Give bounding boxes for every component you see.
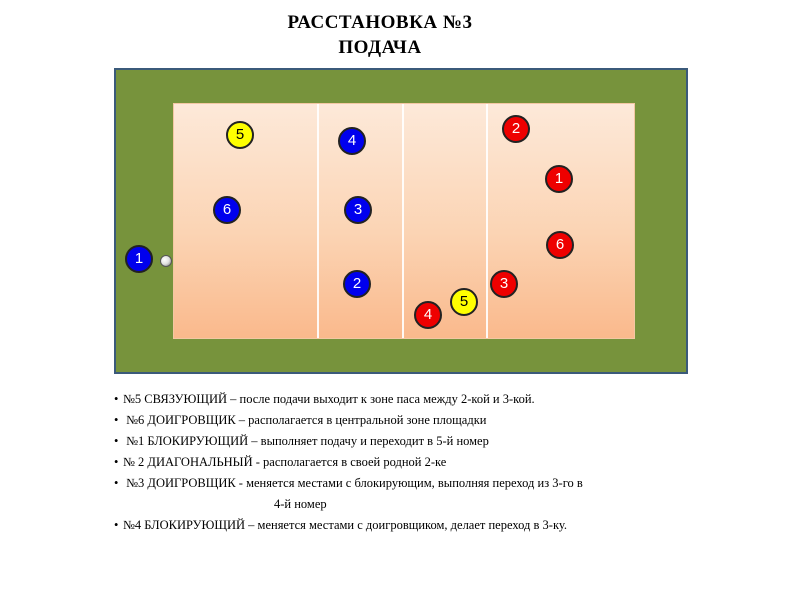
note-text: №5 СВЯЗУЮЩИЙ – после подачи выходит к зоне паса между 2-кой и 3-кой.	[123, 392, 535, 406]
player-red-3: 3	[490, 270, 518, 298]
note-text: №1 БЛОКИРУЮЩИЙ – выполняет подачу и переходит в 5-й номер	[123, 434, 489, 448]
player-blue-5-setter: 5	[226, 121, 254, 149]
bullet: •	[114, 413, 119, 427]
center-net-line	[402, 104, 404, 338]
diagram-title: РАССТАНОВКА №3	[287, 12, 473, 33]
note-text: №3 ДОИГРОВЩИК - меняется местами с блокирующим, выполняя переход из 3-го в	[123, 476, 583, 490]
bullet: •	[114, 392, 119, 406]
note-item	[114, 515, 754, 536]
note-text: № 2 ДИАГОНАЛЬНЫЙ - располагается в своей родной 2-ке	[123, 455, 447, 469]
role-notes-list	[114, 389, 754, 536]
player-red-6: 6	[546, 231, 574, 259]
attack-line-right	[486, 104, 488, 338]
note-text: №6 ДОИГРОВЩИК – располагается в центральной зоне площадки	[123, 413, 487, 427]
bullet: •	[114, 518, 119, 532]
bullet: •	[114, 434, 119, 448]
attack-line-left	[317, 104, 319, 338]
note-item	[114, 389, 754, 410]
player-blue-4: 4	[338, 127, 366, 155]
diagram-subtitle: ПОДАЧА	[338, 37, 422, 58]
player-blue-6: 6	[213, 196, 241, 224]
note-text: №4 БЛОКИРУЮЩИЙ – меняется местами с доигровщиком, делает переход в 3-ку.	[123, 518, 567, 532]
player-red-5-setter: 5	[450, 288, 478, 316]
player-red-4: 4	[414, 301, 442, 329]
player-blue-3: 3	[344, 196, 372, 224]
note-item-continuation	[114, 494, 754, 515]
player-red-1: 1	[545, 165, 573, 193]
bullet: •	[114, 455, 119, 469]
bullet: •	[114, 476, 119, 490]
note-item	[114, 452, 754, 473]
note-item	[114, 473, 754, 494]
note-item	[114, 431, 754, 452]
note-text: 4-й номер	[274, 497, 327, 511]
player-blue-1-server: 1	[125, 245, 153, 273]
volleyball-icon	[160, 255, 172, 267]
note-item	[114, 410, 754, 431]
player-red-2: 2	[502, 115, 530, 143]
player-blue-2: 2	[343, 270, 371, 298]
